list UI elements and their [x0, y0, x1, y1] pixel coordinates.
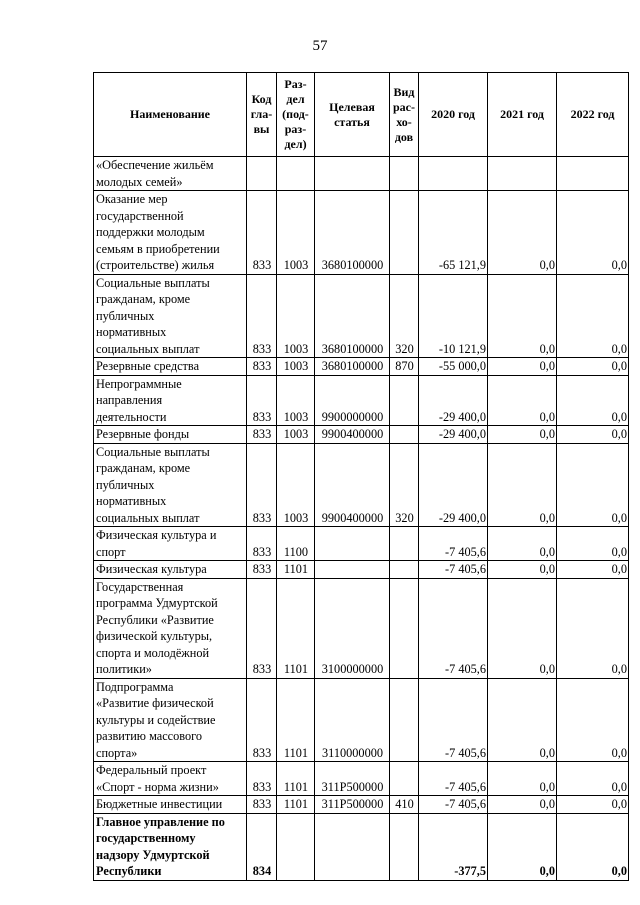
row-name-line: политики» — [96, 662, 152, 676]
code-cell: 833 — [247, 375, 277, 426]
code-cell: 833 — [247, 274, 277, 358]
row-name-line: гражданам, кроме — [96, 461, 191, 475]
value-2022-cell: 0,0 — [557, 191, 629, 275]
expense-cell — [390, 426, 419, 444]
value-2021-cell: 0,0 — [488, 375, 557, 426]
value-2020-cell: -7 405,6 — [419, 796, 488, 814]
row-name-line: Непрограммные — [96, 376, 182, 391]
page-number: 57 — [312, 38, 328, 54]
header-section-line: дел) — [284, 137, 307, 151]
code-cell: 833 — [247, 762, 277, 796]
row-name-line: Оказание мер — [96, 192, 168, 206]
section-cell: 1101 — [277, 578, 315, 678]
header-expense-line: рас- — [393, 99, 415, 114]
code-cell: 833 — [247, 358, 277, 376]
row-name-line: программа Удмуртской — [96, 596, 218, 610]
value-2020-cell: -7 405,6 — [419, 561, 488, 579]
code-cell: 833 — [247, 796, 277, 814]
row-name-line: семьям в приобретении — [96, 241, 220, 256]
expense-cell — [390, 191, 419, 275]
value-2020-cell: -29 400,0 — [419, 443, 488, 527]
header-code-line: Код — [251, 92, 272, 106]
value-2021-cell: 0,0 — [488, 358, 557, 376]
value-2021-cell: 0,0 — [488, 443, 557, 527]
header-expense — [390, 73, 419, 157]
row-name-line: Республики — [96, 864, 162, 878]
row-name-line: нормативных — [96, 494, 167, 508]
value-2022-cell — [557, 157, 629, 191]
header-expense-line: дов — [394, 129, 414, 144]
row-name-line: спорта и молодёжной — [96, 645, 210, 660]
value-2022-cell: 0,0 — [557, 678, 629, 762]
value-2022-cell: 0,0 — [557, 796, 629, 814]
row-name-cell — [94, 678, 247, 762]
value-2021-cell: 0,0 — [488, 678, 557, 762]
value-2021-cell: 0,0 — [488, 561, 557, 579]
expense-cell — [390, 678, 419, 762]
row-name-line: культуры и содействие — [96, 712, 216, 727]
header-section — [277, 73, 315, 157]
value-2022-cell: 0,0 — [557, 813, 629, 880]
row-name-cell — [94, 274, 247, 358]
section-cell — [277, 813, 315, 880]
table-row — [94, 274, 629, 358]
header-article-line: статья — [334, 114, 370, 129]
table-row — [94, 358, 629, 376]
code-cell: 833 — [247, 678, 277, 762]
table-row — [94, 796, 629, 814]
row-name-cell — [94, 813, 247, 880]
header-code — [247, 73, 277, 157]
header-2022: 2022 год — [557, 73, 629, 157]
row-name-cell — [94, 527, 247, 561]
code-cell: 833 — [247, 527, 277, 561]
value-2022-cell: 0,0 — [557, 762, 629, 796]
section-cell: 1101 — [277, 561, 315, 579]
header-code-line: гла- — [250, 107, 273, 121]
header-article — [315, 73, 390, 157]
value-2021-cell: 0,0 — [488, 796, 557, 814]
value-2021-cell: 0,0 — [488, 762, 557, 796]
article-cell: 9900400000 — [315, 443, 390, 527]
article-cell: 3680100000 — [315, 274, 390, 358]
row-name-line: «Спорт - норма жизни» — [96, 779, 219, 794]
expense-cell: 410 — [390, 796, 419, 814]
expense-cell — [390, 578, 419, 678]
section-cell: 1003 — [277, 191, 315, 275]
value-2022-cell: 0,0 — [557, 578, 629, 678]
table-row — [94, 157, 629, 191]
row-name-line: (строительстве) жилья — [96, 258, 215, 272]
expense-cell — [390, 762, 419, 796]
row-name-line: Бюджетные инвестиции — [96, 797, 223, 811]
section-cell: 1003 — [277, 375, 315, 426]
table-row — [94, 561, 629, 579]
expense-cell — [390, 157, 419, 191]
section-cell: 1003 — [277, 426, 315, 444]
row-name-line: «Обеспечение жильём — [96, 158, 214, 172]
table-row — [94, 375, 629, 426]
code-cell: 833 — [247, 443, 277, 527]
value-2021-cell: 0,0 — [488, 527, 557, 561]
article-cell: 3680100000 — [315, 358, 390, 376]
code-cell: 833 — [247, 426, 277, 444]
value-2020-cell: -7 405,6 — [419, 527, 488, 561]
table-row — [94, 578, 629, 678]
row-name-line: Резервные фонды — [96, 427, 190, 441]
article-cell: 3110000000 — [315, 678, 390, 762]
expense-cell: 870 — [390, 358, 419, 376]
code-cell — [247, 157, 277, 191]
expense-cell — [390, 375, 419, 426]
value-2020-cell — [419, 157, 488, 191]
table-row — [94, 813, 629, 880]
row-name-line: Подпрограмма — [96, 679, 174, 694]
article-cell: 9900000000 — [315, 375, 390, 426]
value-2022-cell: 0,0 — [557, 561, 629, 579]
value-2021-cell: 0,0 — [488, 274, 557, 358]
row-name-line: спорта» — [96, 745, 138, 760]
budget-table — [93, 72, 629, 881]
value-2022-cell: 0,0 — [557, 443, 629, 527]
section-cell: 1003 — [277, 443, 315, 527]
value-2020-cell: -7 405,6 — [419, 678, 488, 762]
row-name-line: направления — [96, 393, 163, 407]
expense-cell — [390, 813, 419, 880]
expense-cell — [390, 527, 419, 561]
row-name-line: социальных выплат — [96, 510, 200, 525]
code-cell: 834 — [247, 813, 277, 880]
row-name-line: Резервные средства — [96, 359, 200, 373]
value-2020-cell: -10 121,9 — [419, 274, 488, 358]
header-section-line: дел — [286, 92, 305, 106]
code-cell: 833 — [247, 578, 277, 678]
header-article-line: Целевая — [329, 99, 375, 114]
section-cell: 1101 — [277, 796, 315, 814]
section-cell: 1101 — [277, 762, 315, 796]
value-2020-cell: -29 400,0 — [419, 426, 488, 444]
row-name-cell — [94, 796, 247, 814]
row-name-line: развитию массового — [96, 729, 203, 743]
row-name-cell — [94, 561, 247, 579]
row-name-line: публичных — [96, 308, 155, 323]
header-2020: 2020 год — [419, 73, 488, 157]
row-name-cell — [94, 358, 247, 376]
expense-cell: 320 — [390, 443, 419, 527]
header-expense-line: Вид — [393, 84, 415, 99]
table-row — [94, 527, 629, 561]
row-name-line: Федеральный проект — [96, 763, 207, 777]
row-name-cell — [94, 443, 247, 527]
table-header-row — [94, 73, 629, 157]
table-row — [94, 678, 629, 762]
article-cell: 3100000000 — [315, 578, 390, 678]
row-name-line: гражданам, кроме — [96, 292, 191, 306]
row-name-line: публичных — [96, 477, 155, 492]
table-row — [94, 426, 629, 444]
row-name-line: поддержки молодым — [96, 225, 205, 239]
section-cell — [277, 157, 315, 191]
article-cell: 9900400000 — [315, 426, 390, 444]
value-2020-cell: -29 400,0 — [419, 375, 488, 426]
row-name-cell — [94, 578, 247, 678]
row-name-line: Социальные выплаты — [96, 444, 210, 459]
row-name-line: деятельности — [96, 409, 167, 424]
row-name-line: Республики «Развитие — [96, 612, 214, 627]
header-section-line: Раз- — [284, 77, 307, 91]
row-name-cell — [94, 426, 247, 444]
section-cell: 1003 — [277, 274, 315, 358]
table-row — [94, 762, 629, 796]
value-2021-cell: 0,0 — [488, 578, 557, 678]
row-name-line: Главное управление по — [96, 814, 225, 829]
row-name-line: Государственная — [96, 579, 184, 594]
row-name-line: нормативных — [96, 325, 167, 339]
section-cell: 1100 — [277, 527, 315, 561]
table-row — [94, 443, 629, 527]
article-cell — [315, 813, 390, 880]
table-body — [94, 157, 629, 881]
article-cell — [315, 527, 390, 561]
value-2022-cell: 0,0 — [557, 358, 629, 376]
header-code-line: вы — [253, 122, 270, 136]
table-row — [94, 191, 629, 275]
row-name-line: надзору Удмуртской — [96, 847, 210, 862]
expense-cell: 320 — [390, 274, 419, 358]
value-2021-cell — [488, 157, 557, 191]
value-2020-cell: -7 405,6 — [419, 762, 488, 796]
value-2020-cell: -7 405,6 — [419, 578, 488, 678]
row-name-cell — [94, 762, 247, 796]
article-cell: 311P500000 — [315, 762, 390, 796]
value-2021-cell: 0,0 — [488, 813, 557, 880]
value-2022-cell: 0,0 — [557, 375, 629, 426]
expense-cell — [390, 561, 419, 579]
value-2020-cell: -55 000,0 — [419, 358, 488, 376]
row-name-cell — [94, 191, 247, 275]
article-cell — [315, 561, 390, 579]
value-2021-cell: 0,0 — [488, 426, 557, 444]
row-name-line: социальных выплат — [96, 341, 200, 356]
section-cell: 1101 — [277, 678, 315, 762]
article-cell — [315, 157, 390, 191]
value-2022-cell: 0,0 — [557, 274, 629, 358]
article-cell: 311P500000 — [315, 796, 390, 814]
header-2021: 2021 год — [488, 73, 557, 157]
row-name-line: спорт — [96, 544, 126, 559]
section-cell: 1003 — [277, 358, 315, 376]
header-section-line: раз- — [284, 122, 307, 136]
header-name: Наименование — [94, 73, 247, 157]
code-cell: 833 — [247, 561, 277, 579]
article-cell: 3680100000 — [315, 191, 390, 275]
row-name-line: физической культуры, — [96, 629, 213, 643]
value-2022-cell: 0,0 — [557, 426, 629, 444]
row-name-line: государственному — [96, 831, 196, 845]
row-name-line: Социальные выплаты — [96, 275, 210, 290]
header-expense-line: хо- — [396, 114, 412, 129]
header-section-line: (под- — [282, 107, 309, 121]
row-name-line: государственной — [96, 208, 184, 223]
row-name-cell — [94, 375, 247, 426]
row-name-line: Физическая культура — [96, 562, 207, 576]
row-name-line: молодых семей» — [96, 174, 183, 189]
value-2022-cell: 0,0 — [557, 527, 629, 561]
value-2021-cell: 0,0 — [488, 191, 557, 275]
row-name-line: Физическая культура и — [96, 528, 217, 542]
code-cell: 833 — [247, 191, 277, 275]
row-name-line: «Развитие физической — [96, 696, 214, 710]
value-2020-cell: -65 121,9 — [419, 191, 488, 275]
row-name-cell — [94, 157, 247, 191]
value-2020-cell: -377,5 — [419, 813, 488, 880]
